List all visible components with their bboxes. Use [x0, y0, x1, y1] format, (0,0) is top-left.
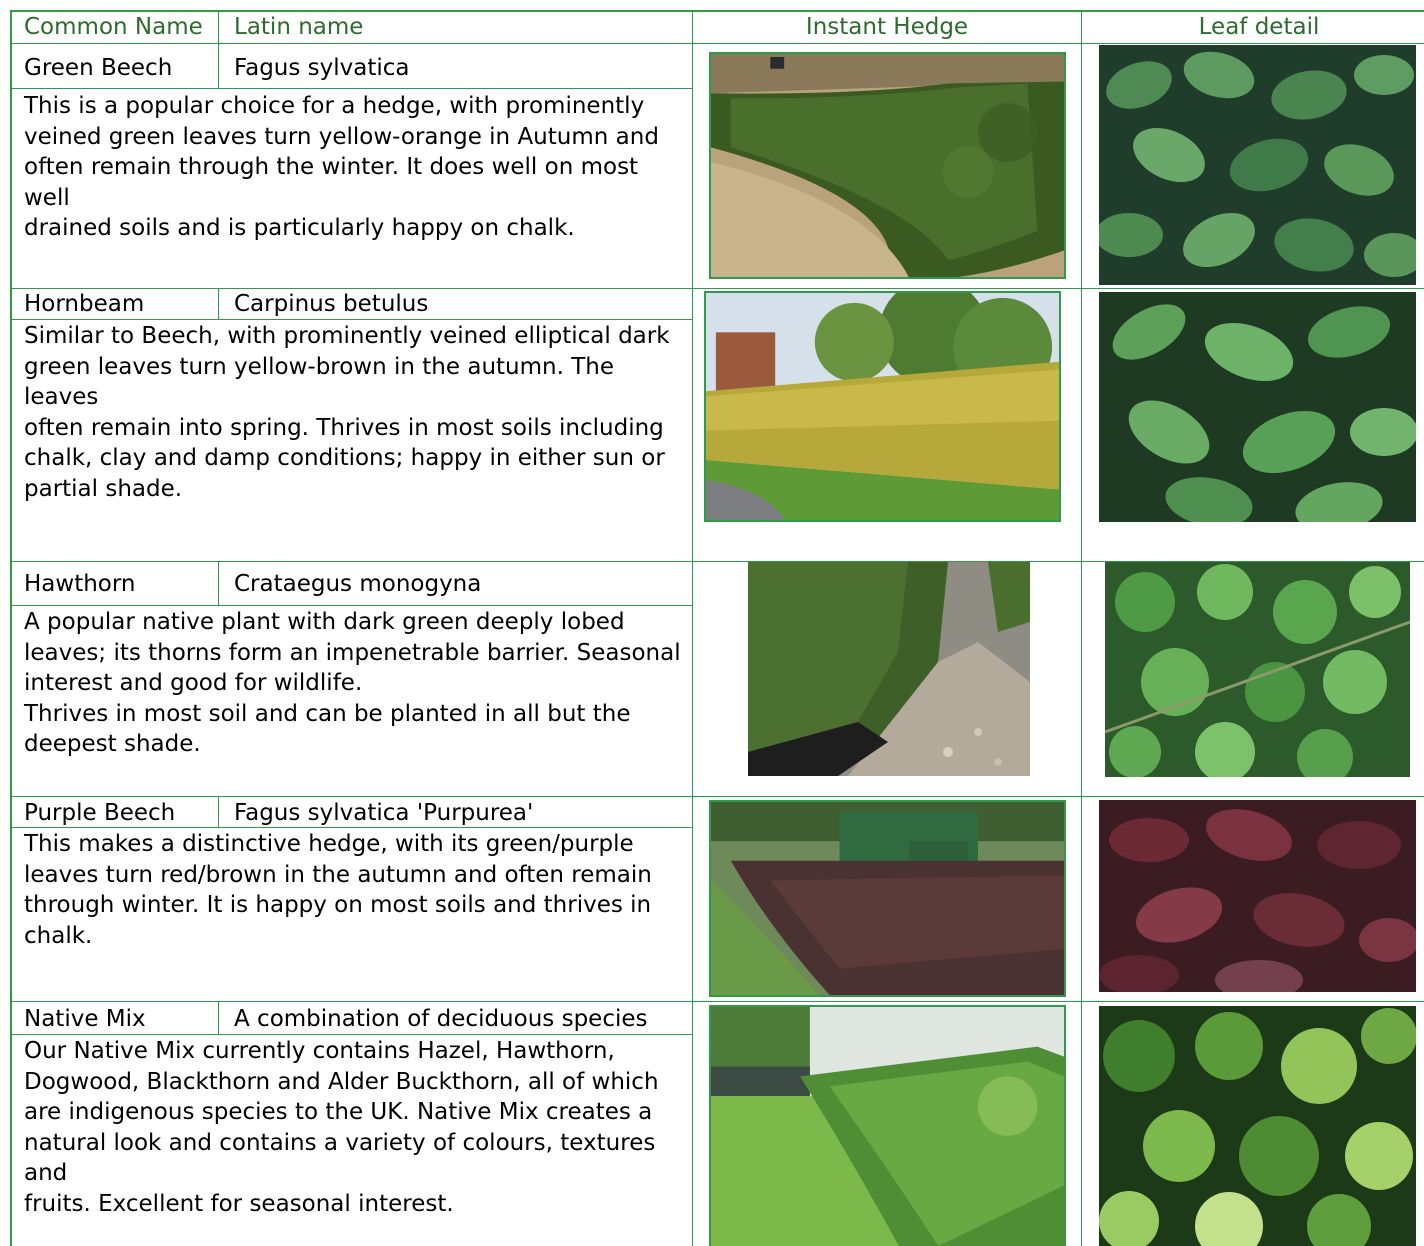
- divider-row: [10, 1001, 1424, 1002]
- description-line: green leaves turn yellow-brown in the autumn. The leaves: [24, 353, 614, 410]
- latin-name-cell: Crataegus monogyna: [234, 571, 482, 597]
- description-line: are indigenous species to the UK. Native Mix creates a: [24, 1099, 653, 1125]
- common-name-cell: Green Beech: [24, 55, 173, 81]
- divider-name-col: [218, 1002, 219, 1034]
- description-cell: [24, 829, 688, 951]
- latin-name-cell: Carpinus betulus: [234, 291, 429, 317]
- common-name-cell: Hawthorn: [24, 571, 136, 597]
- divider-name-row: [12, 88, 692, 89]
- header-latin-name: Latin name: [234, 14, 364, 40]
- leaf-photo: [1099, 800, 1416, 992]
- header-common-name: Common Name: [24, 14, 203, 40]
- description-line: often remain into spring. Thrives in most soils including: [24, 414, 664, 441]
- table-border-left: [10, 10, 12, 1246]
- description-line: Dogwood, Blackthorn and Alder Buckthorn, all of which: [24, 1068, 659, 1095]
- description-line: veined green leaves turn yellow-orange in Autumn and: [24, 123, 659, 150]
- description-line: chalk, clay and damp conditions; happy in either sun or: [24, 445, 665, 471]
- hedge-photo: [709, 1005, 1066, 1246]
- description-line: Similar to Beech, with prominently veined elliptical dark: [24, 323, 670, 349]
- leaf-photo: [1105, 562, 1410, 777]
- divider-name-col: [218, 10, 219, 43]
- divider-name-col: [218, 289, 219, 319]
- divider-name-col: [218, 797, 219, 827]
- description-line: often remain through the winter. It does well on most well: [24, 154, 639, 211]
- header-instant-hedge: Instant Hedge: [805, 14, 969, 40]
- description-line: leaves; its thorns form an impenetrable barrier. Seasonal: [24, 639, 681, 666]
- description-line: chalk.: [24, 922, 93, 949]
- divider-col-text: [692, 10, 693, 1246]
- description-line: deepest shade.: [24, 731, 201, 757]
- leaf-photo: [1099, 1006, 1416, 1246]
- description-cell: [24, 1036, 688, 1219]
- description-line: A popular native plant with dark green deeply lobed: [24, 609, 625, 635]
- divider-header: [10, 43, 1424, 44]
- hedge-photo: [704, 291, 1061, 522]
- description-line: through winter. It is happy on most soils and thrives in: [24, 892, 652, 918]
- divider-name-col: [218, 43, 219, 88]
- description-line: natural look and contains a variety of colours, textures and: [24, 1129, 656, 1186]
- description-cell: [24, 91, 688, 244]
- leaf-photo: [1099, 292, 1416, 522]
- latin-name-cell: Fagus sylvatica: [234, 55, 410, 81]
- divider-col-hedge: [1081, 10, 1082, 1246]
- description-line: interest and good for wildlife.: [24, 670, 363, 696]
- divider-row: [10, 288, 1424, 289]
- description-line: This makes a distinctive hedge, with its green/purple: [24, 831, 634, 857]
- description-line: leaves turn red/brown in the autumn and often remain: [24, 861, 652, 888]
- header-leaf-detail: Leaf detail: [1198, 14, 1320, 40]
- description-line: This is a popular choice for a hedge, with prominently: [24, 93, 645, 119]
- description-line: fruits. Excellent for seasonal interest.: [24, 1190, 454, 1217]
- hedge-photo: [709, 52, 1066, 279]
- leaf-photo: [1099, 45, 1416, 285]
- description-cell: [24, 321, 688, 504]
- description-cell: [24, 607, 688, 760]
- hedge-photo: [748, 562, 1030, 776]
- description-line: Our Native Mix currently contains Hazel, Hawthorn,: [24, 1038, 615, 1064]
- common-name-cell: Hornbeam: [24, 291, 145, 317]
- divider-name-row: [12, 605, 692, 606]
- common-name-cell: Native Mix: [24, 1006, 146, 1032]
- divider-row: [10, 796, 1424, 797]
- common-name-cell: Purple Beech: [24, 800, 176, 826]
- hedge-photo: [709, 800, 1066, 997]
- description-line: drained soils and is particularly happy on chalk.: [24, 215, 575, 241]
- description-line: Thrives in most soil and can be planted in all but the: [24, 700, 631, 727]
- divider-name-col: [218, 562, 219, 605]
- description-line: partial shade.: [24, 475, 183, 502]
- latin-name-cell: Fagus sylvatica 'Purpurea': [234, 800, 534, 826]
- latin-name-cell: A combination of deciduous species: [234, 1006, 648, 1032]
